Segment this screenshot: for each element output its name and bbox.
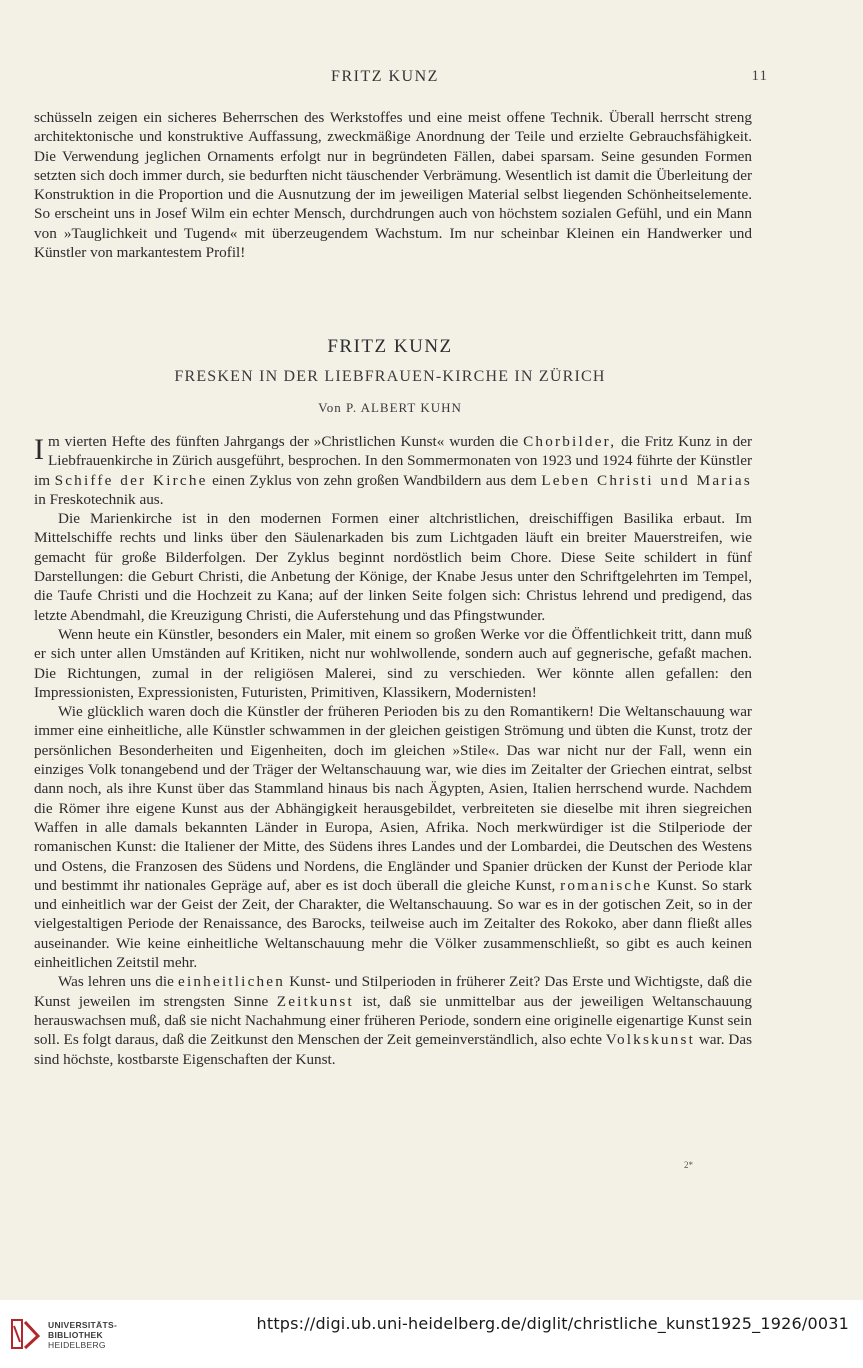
footer-bar: [0, 1300, 863, 1368]
article-title: FRITZ KUNZ: [327, 336, 453, 357]
article-body: [34, 432, 752, 1069]
spaced-emphasis: romanische: [560, 876, 653, 894]
intro-text-block: [34, 108, 752, 262]
paragraph-5-part-d: war. Das sind höchste, kostbarste Eigenschaften der Kunst.: [34, 1031, 752, 1068]
signature-mark: 2*: [684, 1160, 693, 1170]
spaced-emphasis: einheitlichen: [178, 973, 286, 991]
paragraph-3: Wenn heute ein Künstler, besonders ein Maler, mit einem so großen Werke vor die Öffentlichkeit tritt, dann muß er sich unter allen Umständen auf Kritiken, nicht nur wohlwollende, sondern auch auf gegnerische, gefaßt machen. Die Richtungen, zumal in der religiösen Malerei, sind zu verschieden. Wer könnte allen gefallen: den Impressionisten, Expressionisten, Futuristen, Primitiven, Klassikern, Modernisten!: [34, 625, 752, 701]
paragraph-4-part-b: Kunst. So stark und einheitlich war der Geist der Zeit, der Charakter, die Weltanschauung. So war es in der gotischen Zeit, so in der vielgestaltigen Periode der Renaissance, des Barocks, teilweise auch im Zeitalter des Rokoko, aber dann fließt alles auseinander. Wie keine einheitliche Weltanschauung mehr die Völker zusammenschließt, so gibt es auch keinen einheitlichen Zeitstil mehr.: [34, 876, 752, 972]
paragraph-1: [34, 432, 752, 509]
spaced-emphasis: Schiffe der Kirche: [54, 471, 208, 489]
library-name-line-2: BIBLIOTHEK: [48, 1330, 103, 1340]
paragraph-1-part-c: einen Zyklus von zehn großen Wandbildern aus dem: [207, 471, 542, 489]
spaced-emphasis: Chorbilder,: [523, 433, 617, 450]
library-name-line-1: UNIVERSITÄTS-: [48, 1320, 118, 1330]
paragraph-5-part-b: Kunst- und Stilperioden in früherer Zeit? Das Erste und Wichtigste, daß die Kunst jeweilen im strengsten Sinne: [34, 973, 752, 1010]
paragraph-4: [34, 702, 752, 972]
spaced-emphasis: Leben Christi und Marias: [541, 471, 752, 489]
paragraph-1-part-a: m vierten Hefte des fünften Jahrgangs der »Christlichen Kunst« wurden die: [48, 433, 524, 450]
article-author: Von P. ALBERT KUHN: [318, 400, 462, 415]
paragraph-2: Die Marienkirche ist in den modernen Formen einer altchristlichen, dreischiffigen Basilika erbaut. Im Mittelschiffe rechts und links über den Säulenarkaden bis zum Lichtgaden läuft ein breiter Mauerstreifen, wie gemacht für große Bilderfolgen. Der Zyklus beginnt nordöstlich beim Chore. Diese Seite schildert in fünf Darstellungen: die Geburt Christi, die Anbetung der Könige, der Knabe Jesus unter den Schriftgelehrten im Tempel, die Taufe Christi und die Hochzeit zu Kana; auf der linken Seite folgen sich: Christus lehrend und predigend, das letzte Abendmahl, die Kreuzigung Christi, die Auferstehung und das Pfingstwunder.: [34, 510, 752, 624]
spaced-emphasis: Volkskunst: [605, 1031, 695, 1049]
paragraph-5-part-a: Was lehren uns die: [58, 973, 178, 991]
library-name[interactable]: [48, 1320, 117, 1350]
running-title: FRITZ KUNZ: [331, 68, 439, 85]
paragraph-1-part-d: in Freskotechnik aus.: [34, 490, 164, 508]
page-number: 11: [751, 68, 768, 84]
article-subtitle: FRESKEN IN DER LIEBFRAUEN-KIRCHE IN ZÜRICH: [174, 368, 606, 385]
paragraph-4-part-a: Wie glücklich waren doch die Künstler der früheren Perioden bis zu den Romantikern! Die Weltanschauung war immer eine einheitliche, alle Künstler schwammen in der gleichen geistigen Strömung und übten die Kunst, trotz der persönlichen Besonderheiten und Eigenheiten, doch im gleichen »Stile«. Das war nicht nur der Fall, wenn ein einziges Volk tonangebend und der Träger der Weltanschauung war, wie dies im Zeitalter der Griechen eintrat, selbst dann noch, als ihre Kunst über das Stammland hinaus bis nach Ägypten, Asien, Italien herrschend wurde. Nachdem die Römer ihre eigene Kunst aus der Abhängigkeit herausgebildet, verbreiteten sie dieselbe mit ihren siegreichen Waffen in alle damals bekannten Länder in Europa, Asien, Afrika. Noch merkwürdiger ist die Stilperiode der romanischen Kunst: die Italiener der Mitte, des Südens ihres Landes und der Lombardei, die Deutschen des Westens und Ostens, die Franzosen des Südens und Nordens, die Engländer und Spanier drücken der Kunst der Periode klar und bestimmt ihr nationales Gepräge auf, aber es ist doch überall die gleiche Kunst,: [34, 703, 752, 894]
drop-cap: I: [34, 433, 44, 466]
heidelberg-library-logo-icon[interactable]: [8, 1316, 42, 1352]
paragraph-5: [34, 972, 752, 1068]
intro-paragraph: schüsseln zeigen ein sicheres Beherrschen des Werkstoffes und eine meist offene Technik. Überall herrscht streng architektonische und konstruktive Auffassung, zweckmäßige Anordnung der Teile und erzielte Gebrauchsfähigkeit. Die Verwendung jeglichen Ornaments erfolgt nur in begründeten Fällen, dabei sparsam. Seine gesunden Formen setzten sich doch immer durch, sie bedurften nicht täuschender Verbrämung. Wesentlich ist damit die Überleitung der Konstruktion in die Proportion und die Ausnutzung der im jeweiligen Material selbst liegenden Schönheitselemente. So erscheint uns in Josef Wilm ein echter Mensch, durchdrungen auch von höchstem sozialen Gefühl, und ein Mann von »Tauglichkeit und Tugend« mit überzeugendem Wachstum. Im nur scheinbar Kleinen ein Handwerker und Künstler von markantestem Profil!: [34, 109, 752, 262]
paragraph-1-part-b: die Fritz Kunz in der Liebfrauenkirche in Zürich ausgeführt, besprochen. In den Sommermonaten von 1923 und 1924 führte der Künstler im: [34, 433, 753, 489]
spaced-emphasis: Zeitkunst: [276, 992, 354, 1010]
source-url-link[interactable]: https://digi.ub.uni-heidelberg.de/diglit/christliche_kunst1925_1926/0031: [256, 1314, 849, 1333]
library-name-line-3: HEIDELBERG: [48, 1340, 106, 1350]
paragraph-5-part-c: ist, daß sie unmittelbar aus der jeweiligen Weltanschauung herauswachsen muß, daß sie nicht Nachahmung einer früheren Periode, sondern eine originelle eigenartige Kunst sein soll. Es folgt daraus, daß die Zeitkunst den Menschen der Zeit gemeinverständlich, also echte: [34, 992, 752, 1049]
running-head: [0, 68, 863, 92]
